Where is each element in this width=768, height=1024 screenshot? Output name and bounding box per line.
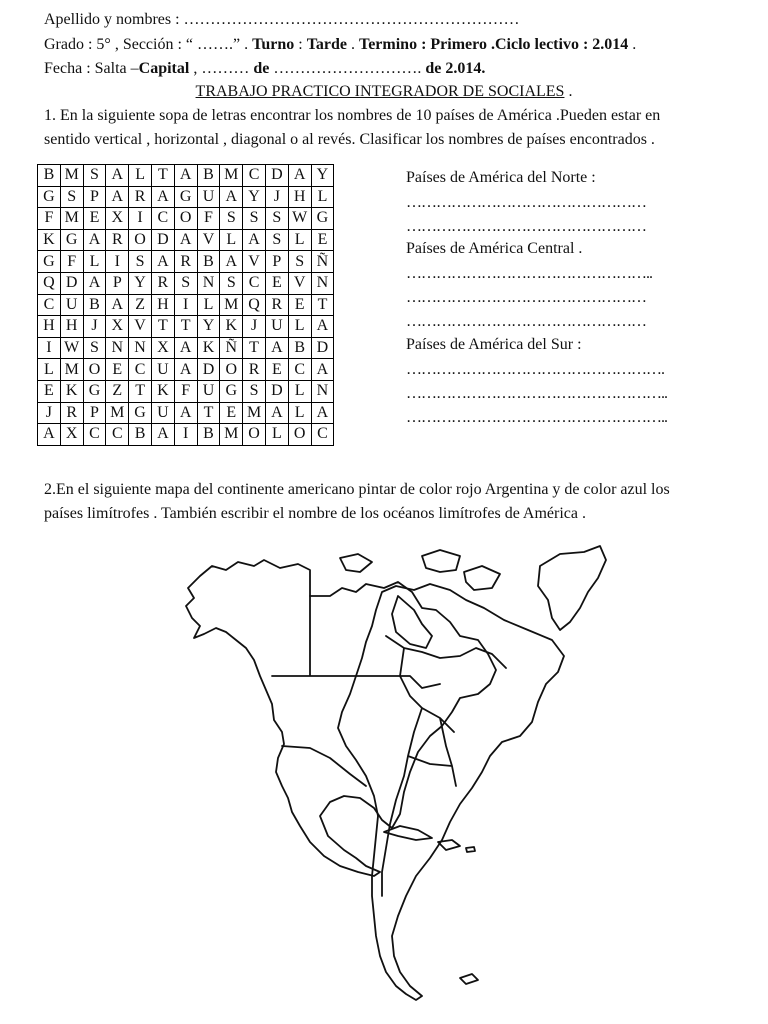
word-search-cell[interactable]: A <box>311 359 334 381</box>
word-search-row <box>38 402 334 424</box>
word-search-cell[interactable]: H <box>38 316 61 338</box>
word-search-cell[interactable]: T <box>129 380 152 402</box>
word-search-cell[interactable]: F <box>197 208 220 230</box>
word-search-cell[interactable]: V <box>129 316 152 338</box>
word-search-grid <box>37 164 334 446</box>
central-america-label: Países de América Central . <box>406 240 583 257</box>
turno-value: Tarde <box>306 36 347 53</box>
word-search-cell[interactable]: A <box>311 316 334 338</box>
word-search-cell[interactable]: S <box>288 251 311 273</box>
central-answer-line[interactable]: ………………………………………….. <box>406 265 652 282</box>
word-search-cell[interactable]: S <box>243 208 266 230</box>
date-dots: ………………………. <box>269 60 422 77</box>
word-search-row <box>38 380 334 402</box>
word-search-row <box>38 316 334 338</box>
word-search-cell[interactable]: L <box>288 380 311 402</box>
word-search-cell[interactable]: A <box>174 359 197 381</box>
word-search-cell[interactable]: A <box>83 272 106 294</box>
word-search-cell[interactable]: A <box>106 294 129 316</box>
word-search-cell[interactable]: B <box>197 165 220 187</box>
word-search-cell[interactable]: O <box>83 359 106 381</box>
word-search-cell[interactable]: S <box>265 229 288 251</box>
grade-prefix: Grado : 5° , Sección : “ …….” . <box>44 36 253 53</box>
falklands-outline <box>460 974 478 984</box>
word-search-row <box>38 165 334 187</box>
word-search-cell[interactable]: W <box>288 208 311 230</box>
south-answer-line[interactable]: …………………………………………….. <box>406 385 667 402</box>
word-search-cell[interactable]: B <box>129 424 152 446</box>
word-search-cell[interactable]: K <box>220 316 243 338</box>
word-search-cell[interactable]: T <box>311 294 334 316</box>
word-search-cell[interactable]: B <box>197 251 220 273</box>
north-answer-line[interactable]: ………………………………………… <box>406 194 646 211</box>
word-search-cell[interactable]: I <box>38 337 61 359</box>
word-search-cell[interactable]: F <box>60 251 83 273</box>
word-search-cell[interactable]: L <box>129 165 152 187</box>
word-search-cell[interactable]: J <box>38 402 61 424</box>
word-search-cell[interactable]: A <box>151 424 174 446</box>
word-search-cell[interactable]: O <box>220 359 243 381</box>
word-search-cell[interactable]: A <box>106 186 129 208</box>
word-search-cell[interactable]: E <box>38 380 61 402</box>
word-search-cell[interactable]: T <box>174 316 197 338</box>
exercise-2-line-2: países limítrofes . También escribir el nombre de los océanos limítrofes de América . <box>44 505 586 522</box>
word-search-cell[interactable]: B <box>38 165 61 187</box>
word-search-cell[interactable]: C <box>311 424 334 446</box>
word-search-cell[interactable]: E <box>220 402 243 424</box>
word-search-cell[interactable]: Q <box>38 272 61 294</box>
word-search-cell[interactable]: B <box>288 337 311 359</box>
word-search-cell[interactable]: A <box>38 424 61 446</box>
word-search-cell[interactable]: L <box>220 229 243 251</box>
word-search-row <box>38 424 334 446</box>
south-answer-line[interactable]: …………………………………………….. <box>406 409 667 426</box>
word-search-cell[interactable]: Y <box>197 316 220 338</box>
word-search-cell[interactable]: T <box>151 165 174 187</box>
word-search-cell[interactable]: V <box>197 229 220 251</box>
word-search-cell[interactable]: S <box>83 165 106 187</box>
word-search-cell[interactable]: U <box>151 402 174 424</box>
page-title <box>0 82 768 102</box>
word-search-cell[interactable]: N <box>129 337 152 359</box>
word-search-cell[interactable]: G <box>38 251 61 273</box>
word-search-cell[interactable]: M <box>220 294 243 316</box>
word-search-cell[interactable]: I <box>106 251 129 273</box>
word-search-cell[interactable]: N <box>311 380 334 402</box>
word-search-cell[interactable]: G <box>83 380 106 402</box>
termino-label: Termino : Primero . <box>359 36 495 53</box>
word-search-cell[interactable]: H <box>151 294 174 316</box>
word-search-cell[interactable]: A <box>220 186 243 208</box>
word-search-cell[interactable]: A <box>174 165 197 187</box>
word-search-cell[interactable]: A <box>174 229 197 251</box>
word-search-cell[interactable]: F <box>38 208 61 230</box>
word-search-cell[interactable]: S <box>220 208 243 230</box>
word-search-cell[interactable]: A <box>220 251 243 273</box>
arctic-island-outline <box>422 550 460 572</box>
word-search-cell[interactable]: T <box>197 402 220 424</box>
word-search-cell[interactable]: G <box>38 186 61 208</box>
word-search-cell[interactable]: G <box>174 186 197 208</box>
us-mexico-border <box>282 746 366 786</box>
word-search-row <box>38 229 334 251</box>
word-search-cell[interactable]: M <box>60 359 83 381</box>
word-search-cell[interactable]: C <box>106 424 129 446</box>
word-search-cell[interactable]: R <box>265 294 288 316</box>
grade-line <box>44 35 636 55</box>
page-title-text: TRABAJO PRACTICO INTEGRADOR DE SOCIALES <box>195 83 565 100</box>
word-search-cell[interactable]: G <box>60 229 83 251</box>
word-search-cell[interactable]: H <box>288 186 311 208</box>
word-search-cell[interactable]: R <box>129 186 152 208</box>
word-search-cell[interactable]: K <box>197 337 220 359</box>
word-search-cell[interactable]: X <box>60 424 83 446</box>
word-search-cell[interactable]: L <box>265 424 288 446</box>
word-search-cell[interactable]: U <box>151 359 174 381</box>
word-search-cell[interactable]: S <box>129 251 152 273</box>
word-search-cell[interactable]: V <box>243 251 266 273</box>
word-search-cell[interactable]: T <box>151 316 174 338</box>
south-america-label: Países de América del Sur : <box>406 336 582 353</box>
termino-sep: . <box>347 36 359 53</box>
word-search-cell[interactable]: B <box>197 424 220 446</box>
word-search-cell[interactable]: A <box>174 337 197 359</box>
word-search-cell[interactable]: W <box>60 337 83 359</box>
word-search-cell[interactable]: S <box>243 380 266 402</box>
word-search-cell[interactable]: G <box>311 208 334 230</box>
word-search-cell[interactable]: N <box>311 272 334 294</box>
word-search-cell[interactable]: G <box>220 380 243 402</box>
word-search-cell[interactable]: A <box>265 337 288 359</box>
word-search-cell[interactable]: V <box>288 272 311 294</box>
word-search-cell[interactable]: N <box>106 337 129 359</box>
word-search-cell[interactable]: K <box>38 229 61 251</box>
hudson-bay-outline <box>392 596 432 648</box>
arctic-island-outline <box>464 566 500 590</box>
word-search-cell[interactable]: Ñ <box>220 337 243 359</box>
word-search-cell[interactable]: X <box>151 337 174 359</box>
word-search-row <box>38 186 334 208</box>
word-search-cell[interactable]: I <box>174 424 197 446</box>
word-search-cell[interactable]: P <box>265 251 288 273</box>
north-america-label: Países de América del Norte : <box>406 169 596 186</box>
word-search-cell[interactable]: F <box>174 380 197 402</box>
americas-outline-map[interactable] <box>160 536 620 1020</box>
date-de: de <box>253 60 270 77</box>
word-search-cell[interactable]: S <box>265 208 288 230</box>
word-search-cell[interactable]: C <box>151 208 174 230</box>
word-search-cell[interactable]: U <box>197 186 220 208</box>
word-search-cell[interactable]: M <box>60 208 83 230</box>
date-capital: Capital <box>138 60 190 77</box>
exercise-1-line-1: 1. En la siguiente sopa de letras encontrar los nombres de 10 países de América .Pueden estar en <box>44 107 661 124</box>
word-search-row <box>38 208 334 230</box>
word-search-cell[interactable]: Y <box>129 272 152 294</box>
word-search-cell[interactable]: T <box>243 337 266 359</box>
word-search-cell[interactable]: L <box>311 186 334 208</box>
page-title-end: . <box>564 83 573 100</box>
word-search-cell[interactable]: A <box>311 402 334 424</box>
word-search-cell[interactable]: D <box>197 359 220 381</box>
word-search-cell[interactable]: M <box>106 402 129 424</box>
word-search-row <box>38 337 334 359</box>
word-search-cell[interactable]: C <box>129 359 152 381</box>
word-search-cell[interactable]: D <box>265 165 288 187</box>
word-search-cell[interactable]: I <box>129 208 152 230</box>
word-search-cell[interactable]: U <box>265 316 288 338</box>
word-search-cell[interactable]: L <box>288 402 311 424</box>
date-mid: , ……… <box>189 60 254 77</box>
word-search-cell[interactable]: C <box>83 424 106 446</box>
word-search-cell[interactable]: B <box>83 294 106 316</box>
word-search-cell[interactable]: O <box>174 208 197 230</box>
word-search-cell[interactable]: S <box>60 186 83 208</box>
word-search-cell[interactable]: L <box>197 294 220 316</box>
word-search-cell[interactable]: L <box>83 251 106 273</box>
word-search-cell[interactable]: U <box>60 294 83 316</box>
word-search-cell[interactable]: S <box>83 337 106 359</box>
word-search-cell[interactable]: Y <box>311 165 334 187</box>
word-search-cell[interactable]: J <box>83 316 106 338</box>
word-search-cell[interactable]: N <box>197 272 220 294</box>
greenland-outline <box>538 546 606 630</box>
word-search-cell[interactable]: E <box>83 208 106 230</box>
word-search-cell[interactable]: C <box>38 294 61 316</box>
word-search-cell[interactable]: J <box>265 186 288 208</box>
word-search-cell[interactable]: P <box>83 186 106 208</box>
word-search-row <box>38 294 334 316</box>
word-search-cell[interactable]: X <box>106 208 129 230</box>
word-search-cell[interactable]: A <box>106 165 129 187</box>
word-search-cell[interactable]: C <box>243 272 266 294</box>
word-search-cell[interactable]: R <box>243 359 266 381</box>
exercise-1-line-2: sentido vertical , horizontal , diagonal o al revés. Clasificar los nombres de países encontrados . <box>44 131 655 148</box>
word-search-cell[interactable]: Y <box>243 186 266 208</box>
word-search-cell[interactable]: S <box>174 272 197 294</box>
word-search-cell[interactable]: O <box>243 424 266 446</box>
word-search-cell[interactable]: P <box>83 402 106 424</box>
word-search-cell[interactable]: A <box>83 229 106 251</box>
word-search-cell[interactable]: G <box>129 402 152 424</box>
word-search-cell[interactable]: M <box>220 424 243 446</box>
word-search-cell[interactable]: D <box>151 229 174 251</box>
central-answer-line[interactable]: ………………………………………… <box>406 289 646 306</box>
word-search-cell[interactable]: A <box>151 251 174 273</box>
word-search-cell[interactable]: Z <box>106 380 129 402</box>
word-search-cell[interactable]: D <box>265 380 288 402</box>
word-search-cell[interactable]: H <box>60 316 83 338</box>
south-america-outline <box>338 584 564 1000</box>
word-search-cell[interactable]: C <box>243 165 266 187</box>
north-answer-line[interactable]: ………………………………………… <box>406 218 646 235</box>
word-search-cell[interactable]: A <box>151 186 174 208</box>
word-search-cell[interactable]: Ñ <box>311 251 334 273</box>
word-search-cell[interactable]: K <box>60 380 83 402</box>
turno-label: Turno <box>252 36 295 53</box>
word-search-cell[interactable]: R <box>60 402 83 424</box>
word-search-cell[interactable]: Z <box>129 294 152 316</box>
word-search-row <box>38 272 334 294</box>
word-search-cell[interactable]: A <box>288 165 311 187</box>
date-year: de 2.014. <box>421 60 486 77</box>
word-search-cell[interactable]: R <box>174 251 197 273</box>
word-search-cell[interactable]: R <box>106 229 129 251</box>
word-search-cell[interactable]: D <box>311 337 334 359</box>
name-field-line: Apellido y nombres : ……………………………………………………… <box>44 11 520 28</box>
word-search-cell[interactable]: L <box>38 359 61 381</box>
word-search-cell[interactable]: K <box>151 380 174 402</box>
exercise-1-instructions <box>44 104 744 152</box>
ciclo-label: Ciclo lectivo : 2.014 <box>494 36 629 53</box>
word-search-cell[interactable]: L <box>288 316 311 338</box>
word-search-cell[interactable]: D <box>60 272 83 294</box>
word-search-cell[interactable]: Q <box>243 294 266 316</box>
word-search-cell[interactable]: A <box>243 229 266 251</box>
word-search-cell[interactable]: M <box>220 165 243 187</box>
word-search-cell[interactable]: E <box>106 359 129 381</box>
word-search-cell[interactable]: C <box>288 359 311 381</box>
word-search-row <box>38 251 334 273</box>
central-answer-line[interactable]: ………………………………………… <box>406 313 646 330</box>
date-prefix: Fecha : Salta – <box>44 60 139 77</box>
word-search-cell[interactable]: R <box>151 272 174 294</box>
word-search-cell[interactable]: I <box>174 294 197 316</box>
exercise-2-instructions <box>44 478 744 526</box>
word-search-cell[interactable]: P <box>106 272 129 294</box>
date-line <box>44 59 485 79</box>
word-search-cell[interactable]: L <box>288 229 311 251</box>
word-search-cell[interactable]: X <box>106 316 129 338</box>
south-america-borders <box>382 636 506 896</box>
turno-sep: : <box>294 36 307 53</box>
word-search-cell[interactable]: U <box>197 380 220 402</box>
word-search-row <box>38 359 334 381</box>
puerto-rico-outline <box>466 847 475 852</box>
word-search-cell[interactable]: M <box>243 402 266 424</box>
exercise-2-line-1: 2.En el siguiente mapa del continente americano pintar de color rojo Argentina y de color azul los <box>44 481 670 498</box>
word-search-cell[interactable]: J <box>243 316 266 338</box>
arctic-island-outline <box>340 554 372 572</box>
word-search-cell[interactable]: O <box>288 424 311 446</box>
ciclo-end: . <box>628 36 637 53</box>
word-search-cell[interactable]: E <box>265 272 288 294</box>
word-search-cell[interactable]: E <box>288 294 311 316</box>
south-answer-line[interactable]: ……………………………………………. <box>406 361 664 378</box>
word-search-cell[interactable]: E <box>265 359 288 381</box>
word-search-cell[interactable]: A <box>174 402 197 424</box>
word-search-cell[interactable]: S <box>220 272 243 294</box>
word-search-cell[interactable]: A <box>265 402 288 424</box>
word-search-cell[interactable]: O <box>129 229 152 251</box>
word-search-cell[interactable]: M <box>60 165 83 187</box>
word-search-cell[interactable]: E <box>311 229 334 251</box>
